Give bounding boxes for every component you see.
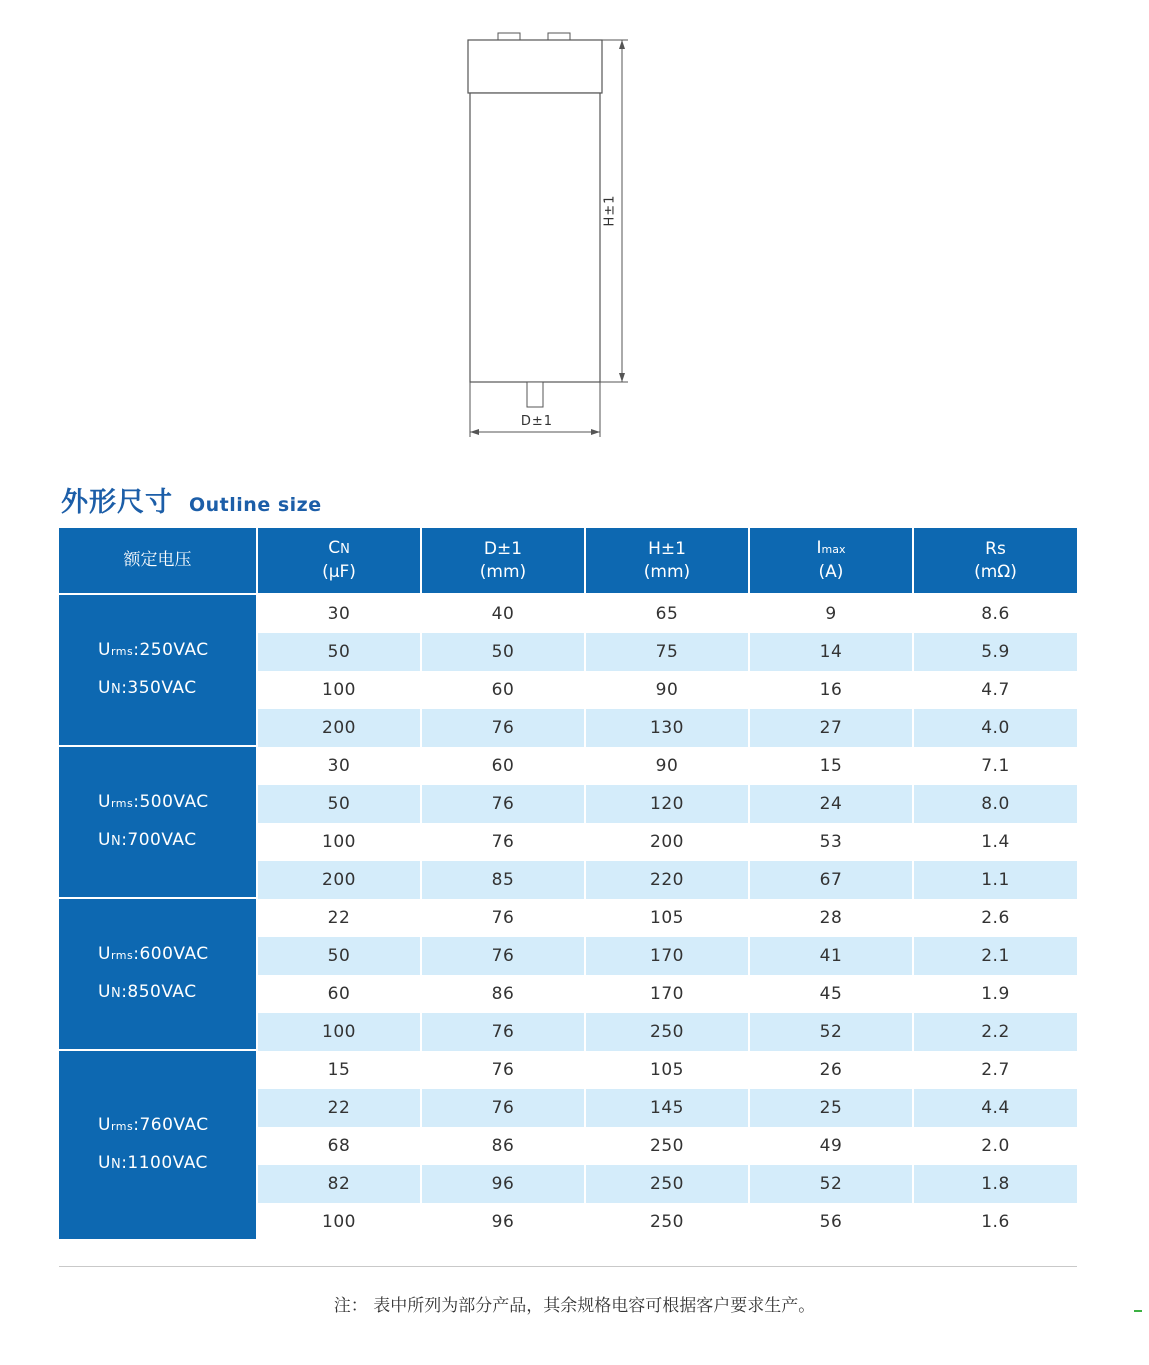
cell-max-current: 9: [750, 595, 914, 633]
cell-height: 145: [586, 1089, 750, 1127]
voltage-nominal-prefix: U: [98, 982, 111, 1002]
top-terminal-right: [548, 33, 570, 40]
voltage-nominal-line: [98, 974, 256, 1012]
table-body: [59, 595, 1077, 1241]
cell-capacitance: 50: [258, 785, 422, 823]
header-series-resistance: [914, 528, 1077, 595]
header-max-current-main: I: [816, 538, 822, 558]
cell-series-resistance: 5.9: [914, 633, 1077, 671]
cell-series-resistance: 1.6: [981, 1212, 1010, 1232]
voltage-rms-value: :760VAC: [133, 1115, 209, 1135]
cell-max-current: 53: [750, 823, 914, 861]
cell-max-current: 27: [750, 709, 914, 747]
cell-max-current: 56: [750, 1203, 914, 1241]
header-capacitance-unit: (μF): [322, 562, 356, 582]
section-title-english: Outline size: [189, 494, 322, 516]
cell-height: 90: [586, 747, 750, 785]
cell-series-resistance: 2.2: [914, 1013, 1077, 1051]
cell-max-current: 45: [750, 975, 914, 1013]
cell-max-current: 14: [750, 633, 914, 671]
cell-series-resistance: 4.0: [914, 709, 1077, 747]
cell-height: 65: [586, 595, 750, 633]
table-row: [59, 747, 1077, 785]
voltage-rms-line: [98, 1107, 256, 1145]
voltage-nominal-value: :850VAC: [121, 982, 197, 1002]
cell-capacitance: 60: [258, 975, 422, 1013]
footer-divider: [59, 1266, 1077, 1267]
voltage-group-cell: [59, 1051, 258, 1241]
cell-diameter: 76: [422, 1089, 586, 1127]
height-dim-arrow-bottom: [619, 373, 625, 382]
cell-diameter: 76: [422, 709, 586, 747]
voltage-rms-prefix: U: [98, 640, 111, 660]
voltage-nominal-sub: N: [110, 682, 122, 697]
cell-diameter: 60: [422, 671, 586, 709]
corner-mark: [1134, 1310, 1142, 1312]
height-dimension-label: H±1: [602, 194, 618, 227]
cell-height: 90: [586, 671, 750, 709]
cell-height: 120: [586, 785, 750, 823]
voltage-rms-value: :500VAC: [133, 792, 209, 812]
cell-series-resistance: 4.7: [981, 680, 1010, 700]
cell-capacitance: 22: [258, 899, 422, 937]
header-diameter: [422, 528, 586, 595]
voltage-rms-sub: rms: [110, 797, 134, 810]
voltage-nominal-value: :1100VAC: [121, 1153, 208, 1173]
voltage-rms-value: :600VAC: [133, 944, 209, 964]
diameter-dimension-label: D±1: [520, 414, 554, 429]
cell-capacitance: 100: [258, 1203, 422, 1241]
footer-note: 注： 表中所列为部分产品，其余规格电容可根据客户要求生产。: [333, 1296, 816, 1316]
cell-capacitance: 68: [258, 1127, 422, 1165]
header-height-unit: (mm): [643, 561, 691, 582]
cell-height: 105: [586, 1051, 750, 1089]
header-rated-voltage: [59, 528, 258, 595]
cell-max-current: 25: [750, 1089, 914, 1127]
header-rated-voltage-label: 额定电压: [123, 550, 192, 570]
cell-series-resistance: 1.1: [914, 861, 1077, 899]
diameter-dim-arrow-right: [591, 429, 600, 435]
voltage-rms-sub: rms: [110, 1120, 134, 1133]
voltage-rms-prefix: U: [98, 1115, 111, 1135]
voltage-nominal-value: :700VAC: [121, 830, 197, 850]
header-max-current-sub: max: [821, 543, 846, 556]
voltage-nominal-prefix: U: [98, 830, 111, 850]
capacitor-body: [470, 93, 600, 382]
cell-height: 170: [586, 937, 750, 975]
capacitor-cap: [468, 40, 602, 93]
header-series-resistance-symbol: Rs: [985, 538, 1006, 559]
capacitor-outline-drawing: [0, 0, 1149, 460]
header-diameter-symbol: D±1: [483, 538, 523, 559]
cell-capacitance: 200: [258, 709, 422, 747]
voltage-nominal-line: [98, 670, 256, 708]
cell-series-resistance: 2.6: [981, 908, 1010, 928]
header-capacitance-main: C: [328, 538, 341, 558]
header-height-symbol: H±1: [648, 538, 686, 559]
cell-max-current: 26: [750, 1051, 914, 1089]
cell-diameter: 76: [422, 937, 586, 975]
cell-series-resistance: 2.7: [981, 1060, 1010, 1080]
top-terminal-left: [498, 33, 520, 40]
header-max-current-symbol: [750, 537, 912, 561]
header-max-current-unit: (A): [818, 562, 844, 582]
table-header: [59, 528, 1077, 595]
cell-series-resistance: 2.0: [981, 1136, 1010, 1156]
voltage-nominal-sub: N: [110, 1157, 122, 1172]
cell-capacitance: 30: [258, 595, 422, 633]
cell-max-current: 41: [750, 937, 914, 975]
cell-capacitance: 15: [258, 1051, 422, 1089]
header-row: [59, 528, 1077, 595]
voltage-rms-line: [98, 784, 256, 822]
cell-series-resistance: 1.8: [914, 1165, 1077, 1203]
cell-capacitance: 50: [258, 937, 422, 975]
diameter-dim-arrow-left: [470, 429, 479, 435]
cell-diameter: 50: [422, 633, 586, 671]
bottom-stud: [527, 382, 543, 407]
header-max-current: [750, 528, 914, 595]
cell-max-current: 49: [750, 1127, 914, 1165]
cell-height: 130: [586, 709, 750, 747]
cell-capacitance: 100: [258, 671, 422, 709]
header-diameter-unit: (mm): [479, 561, 527, 582]
cell-diameter: 60: [422, 747, 586, 785]
voltage-group-cell: [59, 747, 258, 899]
capacitor-outline-svg: [0, 0, 1149, 460]
cell-height: 170: [586, 975, 750, 1013]
cell-diameter: 85: [422, 861, 586, 899]
cell-max-current: 16: [750, 671, 914, 709]
voltage-rms-line: [98, 936, 256, 974]
cell-max-current: 24: [750, 785, 914, 823]
cell-capacitance: 30: [258, 747, 422, 785]
voltage-nominal-sub: N: [110, 834, 122, 849]
cell-max-current: 67: [750, 861, 914, 899]
cell-max-current: 15: [750, 747, 914, 785]
cell-series-resistance: 2.1: [914, 937, 1077, 975]
voltage-nominal-line: [98, 1145, 256, 1183]
voltage-nominal-prefix: U: [98, 678, 111, 698]
cell-max-current: 28: [750, 899, 914, 937]
voltage-nominal-prefix: U: [98, 1153, 111, 1173]
cell-diameter: 76: [422, 823, 586, 861]
cell-height: 250: [586, 1013, 750, 1051]
cell-capacitance: 22: [258, 1089, 422, 1127]
cell-capacitance: 200: [258, 861, 422, 899]
cell-diameter: 76: [422, 1051, 586, 1089]
cell-height: 250: [586, 1203, 750, 1241]
outline-size-table: [59, 528, 1077, 1241]
cell-diameter: 76: [422, 1013, 586, 1051]
cell-diameter: 76: [422, 785, 586, 823]
cell-series-resistance: 4.4: [914, 1089, 1077, 1127]
cell-capacitance: 50: [258, 633, 422, 671]
voltage-group-cell: [59, 899, 258, 1051]
header-height: [586, 528, 750, 595]
cell-diameter: 86: [422, 1127, 586, 1165]
voltage-nominal-line: [98, 822, 256, 860]
voltage-rms-line: [98, 632, 256, 670]
cell-height: 200: [586, 823, 750, 861]
cell-height: 250: [586, 1165, 750, 1203]
voltage-rms-prefix: U: [98, 944, 111, 964]
cell-series-resistance: 7.1: [981, 756, 1010, 776]
voltage-rms-value: :250VAC: [133, 640, 209, 660]
cell-series-resistance: 1.4: [981, 832, 1010, 852]
voltage-rms-prefix: U: [98, 792, 111, 812]
cell-height: 220: [586, 861, 750, 899]
cell-height: 250: [586, 1127, 750, 1165]
header-capacitance: [258, 528, 422, 595]
voltage-rms-sub: rms: [110, 645, 134, 658]
cell-capacitance: 100: [258, 823, 422, 861]
section-title: [61, 480, 322, 520]
table-row: [59, 899, 1077, 937]
cell-diameter: 40: [422, 595, 586, 633]
cell-capacitance: 100: [258, 1013, 422, 1051]
table-row: [59, 595, 1077, 633]
voltage-nominal-value: :350VAC: [121, 678, 197, 698]
cell-diameter: 96: [422, 1165, 586, 1203]
cell-diameter: 96: [422, 1203, 586, 1241]
cell-series-resistance: 1.9: [981, 984, 1010, 1004]
voltage-rms-sub: rms: [110, 949, 134, 962]
cell-max-current: 52: [750, 1013, 914, 1051]
cell-capacitance: 82: [258, 1165, 422, 1203]
header-capacitance-symbol: [258, 537, 420, 561]
header-series-resistance-unit: (mΩ): [974, 561, 1017, 582]
cell-height: 105: [586, 899, 750, 937]
header-capacitance-sub: N: [340, 542, 350, 557]
height-dim-arrow-top: [619, 40, 625, 49]
cell-diameter: 76: [422, 899, 586, 937]
cell-diameter: 86: [422, 975, 586, 1013]
cell-series-resistance: 8.0: [914, 785, 1077, 823]
cell-max-current: 52: [750, 1165, 914, 1203]
voltage-group-cell: [59, 595, 258, 747]
section-title-chinese: 外形尺寸: [61, 487, 173, 518]
voltage-nominal-sub: N: [110, 986, 122, 1001]
cell-height: 75: [586, 633, 750, 671]
cell-series-resistance: 8.6: [981, 604, 1010, 624]
table-row: [59, 1051, 1077, 1089]
